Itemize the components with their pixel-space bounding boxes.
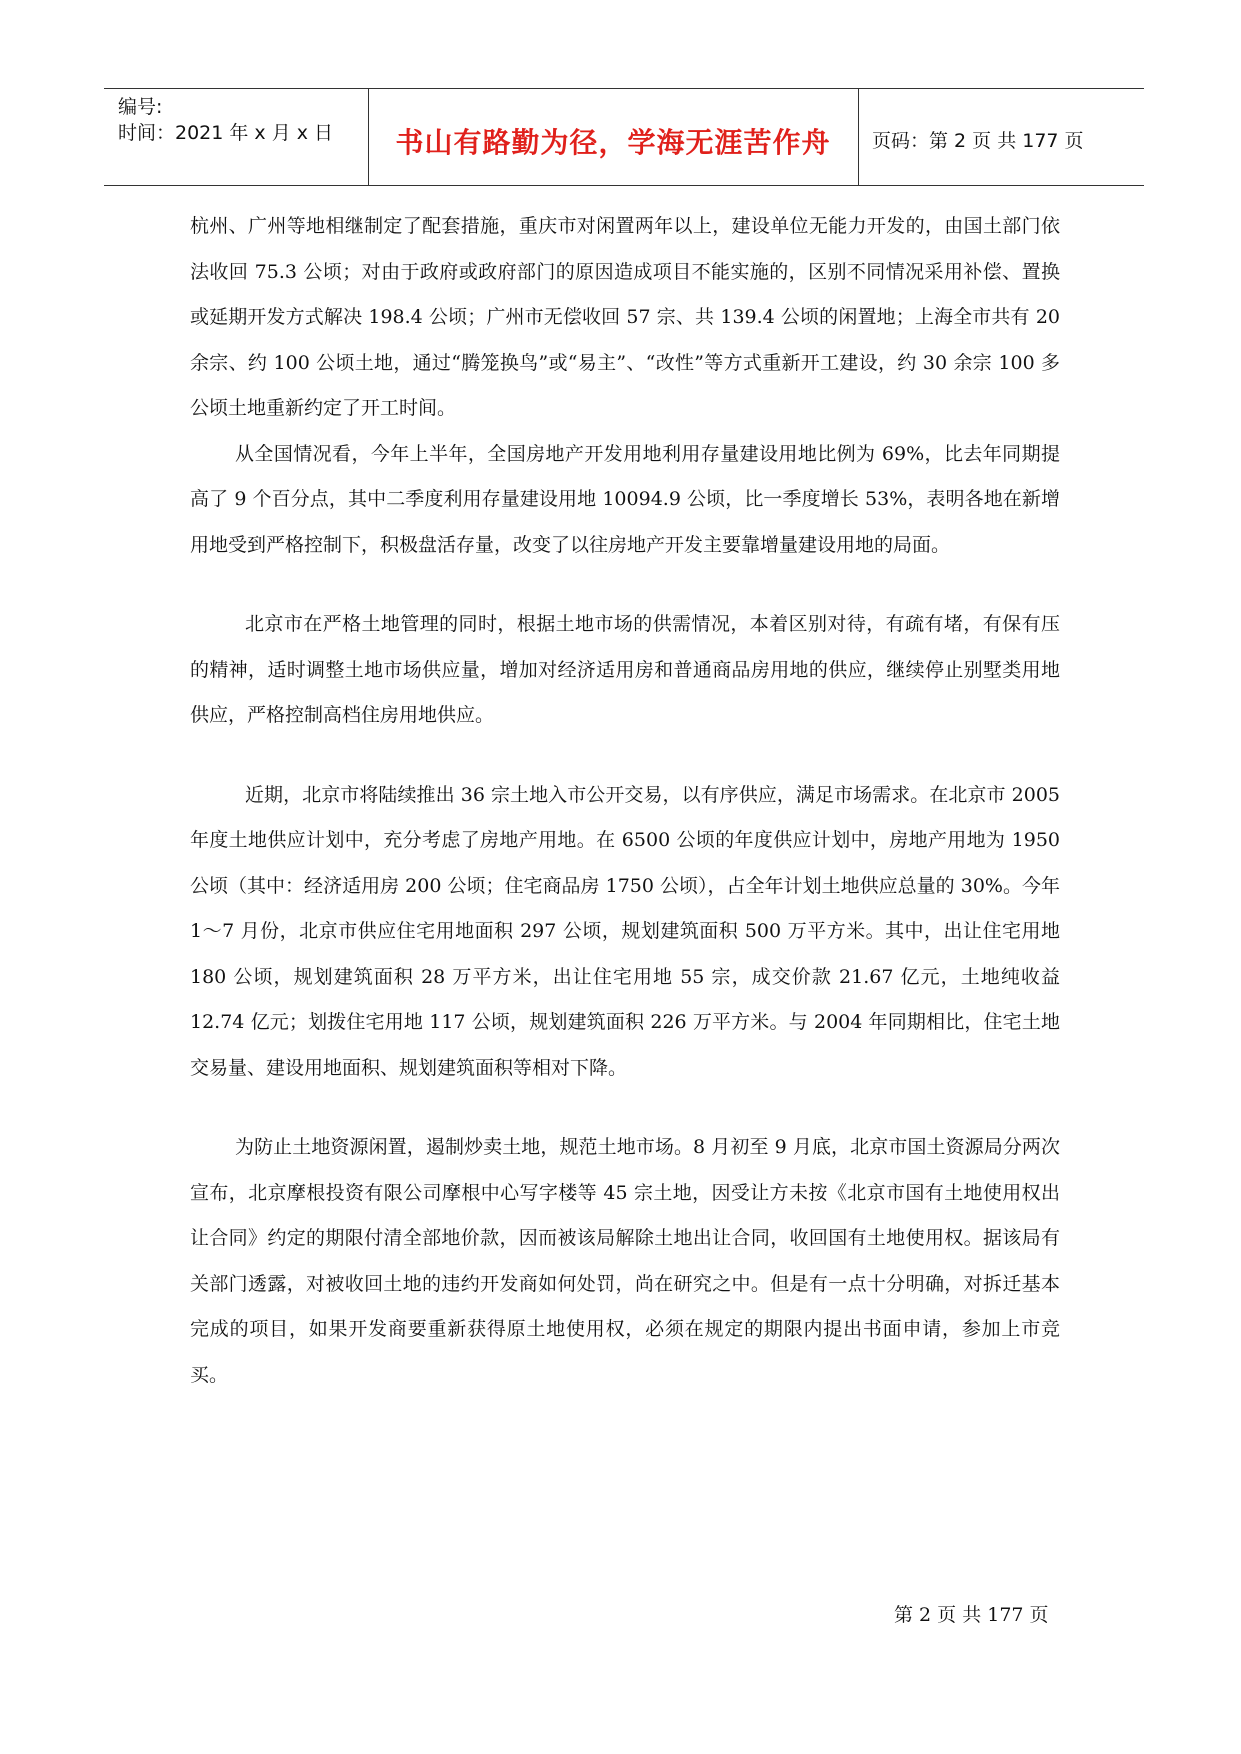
paragraph-1: 杭州、广州等地相继制定了配套措施，重庆市对闲置两年以上，建设单位无能力开发的，由国土部门依法收回 75.3 公顷；对由于政府或政府部门的原因造成项目不能实施的，区别不同情况采用补偿、置换或延期开发方式解决 198.4 公顷；广州市无偿收回 57 宗、共 139.4 公顷的闲置地；上海全市共有 20 余宗、约 100 公顷土地，通过“腾笼换鸟”或“易主”、“改性”等方式重新开工建设，约 30 余宗 100 多公顷土地重新约定了开工时间。 — [190, 215, 1060, 419]
motto-text: 书山有路勤为径，学海无涯苦作舟 — [395, 126, 831, 159]
paragraph-4: 近期，北京市将陆续推出 36 宗土地入市公开交易，以有序供应，满足市场需求。在北京市 2005 年度土地供应计划中，充分考虑了房地产用地。在 6500 公顷的年度供应计划中，房地产用地为 1950 公顷（其中：经济适用房 200 公顷；住宅商品房 1750 公顷），占全年计划土地供应总量的 30%。今年 1～7 月份，北京市供应住宅用地面积 297 公顷，规划建筑面积 500 万平方米。其中，出让住宅用地 180 公顷，规划建筑面积 28 万平方米，出让住宅用地 55 宗，成交价款 21.67 亿元，土地纯收益 12.74 亿元；划拨住宅用地 117 公顷，规划建筑面积 226 万平方米。与 2004 年同期相比，住宅土地交易量、建设用地面积、规划建筑面积等相对下降。 — [190, 783, 1060, 1079]
header-meta-cell — [104, 89, 369, 185]
page-number-label: 页码：第 2 页 共 177 页 — [872, 130, 1084, 152]
page-footer: 第 2 页 共 177 页 — [894, 1604, 1049, 1626]
paragraph-2: 从全国情况看，今年上半年，全国房地产开发用地利用存量建设用地比例为 69%，比去年同期提高了 9 个百分点，其中二季度利用存量建设用地 10094.9 公顷，比一季度增长 53%，表明各地在新增用地受到严格控制下，积极盘活存量，改变了以往房地产开发主要靠增量建设用地的局面。 — [190, 442, 1060, 556]
document-body — [190, 204, 1060, 1398]
paragraph-3: 北京市在严格土地管理的同时，根据土地市场的供需情况，本着区别对待，有疏有堵，有保有压的精神，适时调整土地市场供应量，增加对经济适用房和普通商品房用地的供应，继续停止别墅类用地供应，严格控制高档住房用地供应。 — [190, 613, 1060, 726]
header-page-cell — [858, 89, 1144, 185]
header-motto-cell — [368, 89, 859, 185]
paragraph-5: 为防止土地资源闲置，遏制炒卖土地，规范土地市场。8 月初至 9 月底，北京市国土资源局分两次宣布，北京摩根投资有限公司摩根中心写字楼等 45 宗土地，因受让方未按《北京市国有土地使用权出让合同》约定的期限付清全部地价款，因而被该局解除土地出让合同，收回国有土地使用权。据该局有关部门透露，对被收回土地的违约开发商如何处罚，尚在研究之中。但是有一点十分明确，对拆迁基本完成的项目，如果开发商要重新获得原土地使用权，必须在规定的期限内提出书面申请，参加上市竞买。 — [190, 1136, 1060, 1386]
time-label: 时间：2021 年 x 月 x 日 — [118, 122, 334, 144]
page-header — [104, 88, 1144, 186]
serial-number-label: 编号: — [118, 96, 163, 118]
